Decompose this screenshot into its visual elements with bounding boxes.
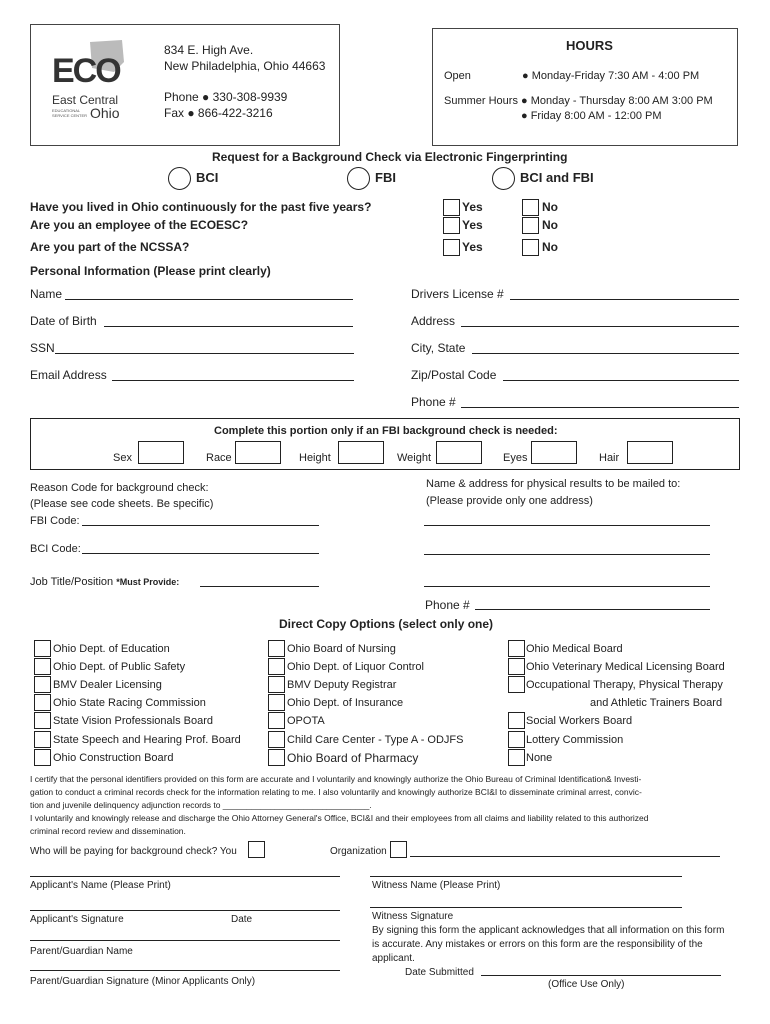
zip-label: Zip/Postal Code xyxy=(411,368,497,382)
hours-title: HOURS xyxy=(566,38,613,53)
copy-col2-checkbox-1[interactable] xyxy=(268,658,285,675)
ohio-no-label: No xyxy=(542,200,558,214)
question-ncssa: Are you part of the NCSSA? xyxy=(30,240,190,254)
bci-code-field[interactable] xyxy=(82,553,319,554)
employee-no-label: No xyxy=(542,218,558,232)
ncssa-no-checkbox[interactable] xyxy=(522,239,539,256)
copy-col3-label-2: Occupational Therapy, Physical Therapy xyxy=(526,679,723,691)
witness-sig-field[interactable] xyxy=(370,907,682,908)
witness-sig-label: Witness Signature xyxy=(372,911,454,922)
mail-line-1: Name & address for physical results to be mailed to: xyxy=(426,478,681,490)
bci-label: BCI xyxy=(196,170,219,185)
ncssa-no-label: No xyxy=(542,240,558,254)
certify-line-2: gation to conduct a criminal records check for the information relating to me. I also voluntarily and knowingly authorize BCI&I to disseminate criminal arrest, convic- xyxy=(30,787,642,797)
copy-col3-checkbox-4[interactable] xyxy=(508,731,525,748)
address-field[interactable] xyxy=(461,326,739,327)
office-use-label: (Office Use Only) xyxy=(548,979,625,990)
copy-col3-checkbox-2[interactable] xyxy=(508,676,525,693)
copy-col1-label-3: Ohio State Racing Commission xyxy=(53,697,206,709)
employee-no-checkbox[interactable] xyxy=(522,217,539,234)
bci-code-label: BCI Code: xyxy=(30,543,81,555)
race-label: Race xyxy=(206,452,232,464)
copy-col1-label-0: Ohio Dept. of Education xyxy=(53,643,170,655)
copy-col3-checkbox-5[interactable] xyxy=(508,749,525,766)
sex-label: Sex xyxy=(113,452,132,464)
logo-text: ECO xyxy=(52,52,120,90)
sex-input[interactable] xyxy=(138,441,184,464)
copy-col1-checkbox-4[interactable] xyxy=(34,712,51,729)
copy-col2-label-6: Ohio Board of Pharmacy xyxy=(287,751,419,765)
copy-col2-checkbox-3[interactable] xyxy=(268,694,285,711)
eyes-label: Eyes xyxy=(503,452,528,464)
copy-col1-label-1: Ohio Dept. of Public Safety xyxy=(53,661,186,673)
logo-sub-1: East Central xyxy=(52,93,119,107)
applicant-sig-label: Applicant's Signature xyxy=(30,914,124,925)
applicant-name-field[interactable] xyxy=(30,876,340,877)
ack-line-1: By signing this form the applicant acknowledges that all information on this form xyxy=(372,925,725,936)
bci-and-fbi-label: BCI and FBI xyxy=(520,170,594,185)
payment-you-checkbox[interactable] xyxy=(248,841,265,858)
copy-col1-checkbox-2[interactable] xyxy=(34,676,51,693)
payment-org-checkbox[interactable] xyxy=(390,841,407,858)
hours-open-value: ● Monday-Friday 7:30 AM - 4:00 PM xyxy=(522,70,700,82)
address-label: Address xyxy=(411,314,456,328)
fbi-label: FBI xyxy=(375,170,396,185)
employee-yes-checkbox[interactable] xyxy=(443,217,460,234)
copy-col2-label-5: Child Care Center - Type A - ODJFS xyxy=(287,734,464,746)
copy-col3-checkbox-1[interactable] xyxy=(508,658,525,675)
phone-text: Phone ● 330-308-9939 xyxy=(164,90,288,104)
hair-label: Hair xyxy=(599,452,620,464)
city-state-field[interactable] xyxy=(472,353,739,354)
license-label: Drivers License # xyxy=(411,287,504,301)
copy-col2-checkbox-0[interactable] xyxy=(268,640,285,657)
copy-col2-checkbox-2[interactable] xyxy=(268,676,285,693)
payment-question: Who will be paying for background check? You xyxy=(30,846,237,857)
copy-col2-label-4: OPOTA xyxy=(287,715,325,727)
certify-line-4: I voluntarily and knowingly release and discharge the Ohio Attorney General's Office, BCI&I and their employees from all claims and liability related to this authorized xyxy=(30,813,649,823)
hours-summer-value-1: ● Monday - Thursday 8:00 AM 3:00 PM xyxy=(521,95,713,107)
city-state-label: City, State xyxy=(411,341,466,355)
fbi-code-label: FBI Code: xyxy=(30,515,80,527)
ack-line-2: is accurate. Any mistakes or errors on this form are the responsibility of the xyxy=(372,939,703,950)
hours-open-label: Open xyxy=(444,70,471,82)
email-label: Email Address xyxy=(30,368,107,382)
copy-col2-label-3: Ohio Dept. of Insurance xyxy=(287,697,404,709)
mail-phone-field[interactable] xyxy=(475,609,710,610)
ncssa-yes-checkbox[interactable] xyxy=(443,239,460,256)
phone-field[interactable] xyxy=(461,407,739,408)
copy-col1-checkbox-1[interactable] xyxy=(34,658,51,675)
copy-col3-label-0: Ohio Medical Board xyxy=(526,643,623,655)
height-input[interactable] xyxy=(338,441,384,464)
mail-field-1[interactable] xyxy=(424,525,710,526)
fax-text: Fax ● 866-422-3216 xyxy=(164,106,273,120)
applicant-name-label: Applicant's Name (Please Print) xyxy=(30,880,171,891)
fbi-code-field[interactable] xyxy=(82,525,319,526)
height-label: Height xyxy=(299,452,331,464)
question-employee: Are you an employee of the ECOESC? xyxy=(30,218,249,232)
ohio-yes-checkbox[interactable] xyxy=(443,199,460,216)
name-label: Name xyxy=(30,287,63,301)
bci-and-fbi-radio[interactable] xyxy=(492,167,515,190)
logo-sub-small: EDUCATIONAL SERVICE CENTER xyxy=(52,108,88,118)
copy-col1-checkbox-6[interactable] xyxy=(34,749,51,766)
ncssa-yes-label: Yes xyxy=(462,240,483,254)
copy-col3-label-1: Ohio Veterinary Medical Licensing Board xyxy=(526,661,725,673)
phone-label: Phone # xyxy=(411,395,456,409)
guardian-sig-label: Parent/Guardian Signature (Minor Applicants Only) xyxy=(30,976,256,987)
applicant-sig-field[interactable] xyxy=(30,910,340,911)
certify-line-3: tion and juvenile delinquency adjunction records to _______________________________. xyxy=(30,800,372,810)
date-label: Date xyxy=(231,914,253,925)
personal-heading: Personal Information (Please print clearly) xyxy=(30,264,271,278)
dob-label: Date of Birth xyxy=(30,314,97,328)
name-field[interactable] xyxy=(65,299,353,300)
weight-input[interactable] xyxy=(436,441,482,464)
ack-line-3: applicant. xyxy=(372,953,415,964)
copy-col3-label-3: Social Workers Board xyxy=(526,715,633,727)
ssn-label: SSN xyxy=(30,341,55,355)
mail-phone-label: Phone # xyxy=(425,598,470,612)
address-line-2: New Philadelphia, Ohio 44663 xyxy=(164,59,326,73)
fbi-heading: Complete this portion only if an FBI background check is needed: xyxy=(214,425,558,437)
job-title-text: Job Title/Position xyxy=(30,576,117,588)
ohio-no-checkbox[interactable] xyxy=(522,199,539,216)
request-title: Request for a Background Check via Electronic Fingerprinting xyxy=(212,150,568,164)
eco-logo xyxy=(50,38,140,128)
eyes-input[interactable] xyxy=(531,441,577,464)
copy-col2-label-1: Ohio Dept. of Liquor Control xyxy=(287,661,424,673)
race-input[interactable] xyxy=(235,441,281,464)
witness-name-label: Witness Name (Please Print) xyxy=(372,880,501,891)
hours-summer-value-2: ● Friday 8:00 AM - 12:00 PM xyxy=(521,110,662,122)
copy-col1-checkbox-0[interactable] xyxy=(34,640,51,657)
copy-col1-label-5: State Speech and Hearing Prof. Board xyxy=(53,734,241,746)
certify-line-5: criminal record review and dissemination. xyxy=(30,826,186,836)
question-ohio: Have you lived in Ohio continuously for the past five years? xyxy=(30,200,372,214)
mail-field-2[interactable] xyxy=(424,554,710,555)
copy-col2-checkbox-5[interactable] xyxy=(268,731,285,748)
copy-col3-checkbox-3[interactable] xyxy=(508,712,525,729)
must-provide-text: *Must Provide: xyxy=(116,577,180,587)
copy-col3-label-4: Lottery Commission xyxy=(526,734,624,746)
date-submitted-label: Date Submitted xyxy=(405,967,474,978)
copy-col1-label-2: BMV Dealer Licensing xyxy=(53,679,162,691)
witness-name-field[interactable] xyxy=(370,876,682,877)
weight-label: Weight xyxy=(397,452,432,464)
ohio-yes-label: Yes xyxy=(462,200,483,214)
copy-col2-label-0: Ohio Board of Nursing xyxy=(287,643,396,655)
copy-col2-label-2: BMV Deputy Registrar xyxy=(287,679,397,691)
fbi-radio[interactable] xyxy=(347,167,370,190)
payment-org-label: Organization xyxy=(330,846,387,857)
copy-col3-label-5: None xyxy=(526,752,553,764)
email-field[interactable] xyxy=(112,380,354,381)
reason-line-1: Reason Code for background check: xyxy=(30,482,209,494)
guardian-sig-field[interactable] xyxy=(30,970,340,971)
copy-col2-checkbox-6[interactable] xyxy=(268,749,285,766)
guardian-name-field[interactable] xyxy=(30,940,340,941)
copy-col1-checkbox-3[interactable] xyxy=(34,694,51,711)
license-field[interactable] xyxy=(510,299,739,300)
job-title-field[interactable] xyxy=(200,586,319,587)
copy-col1-label-6: Ohio Construction Board xyxy=(53,752,174,764)
payment-org-field[interactable] xyxy=(410,856,720,857)
address-line-1: 834 E. High Ave. xyxy=(164,43,254,57)
certify-line-1: I certify that the personal identifiers provided on this form are accurate and I voluntarily and knowingly authorize the Ohio Bureau of Criminal Identification& Investi- xyxy=(30,774,642,784)
copy-col1-checkbox-5[interactable] xyxy=(34,731,51,748)
mail-line-2: (Please provide only one address) xyxy=(426,495,593,507)
zip-field[interactable] xyxy=(503,380,739,381)
employee-yes-label: Yes xyxy=(462,218,483,232)
reason-line-2: (Please see code sheets. Be specific) xyxy=(30,498,214,510)
copy-col2-checkbox-4[interactable] xyxy=(268,712,285,729)
copy-col1-label-4: State Vision Professionals Board xyxy=(53,715,213,727)
hours-summer-label: Summer Hours xyxy=(444,95,518,107)
copy-heading: Direct Copy Options (select only one) xyxy=(279,617,494,631)
date-submitted-field[interactable] xyxy=(481,975,721,976)
copy-col3-label-2-cont: and Athletic Trainers Board xyxy=(590,697,723,709)
bci-radio[interactable] xyxy=(168,167,191,190)
guardian-name-label: Parent/Guardian Name xyxy=(30,946,133,957)
mail-field-3[interactable] xyxy=(424,586,710,587)
ssn-field[interactable] xyxy=(55,353,354,354)
job-title-label xyxy=(30,575,179,589)
logo-sub-2: Ohio xyxy=(90,105,120,121)
dob-field[interactable] xyxy=(104,326,353,327)
copy-col3-checkbox-0[interactable] xyxy=(508,640,525,657)
hair-input[interactable] xyxy=(627,441,673,464)
